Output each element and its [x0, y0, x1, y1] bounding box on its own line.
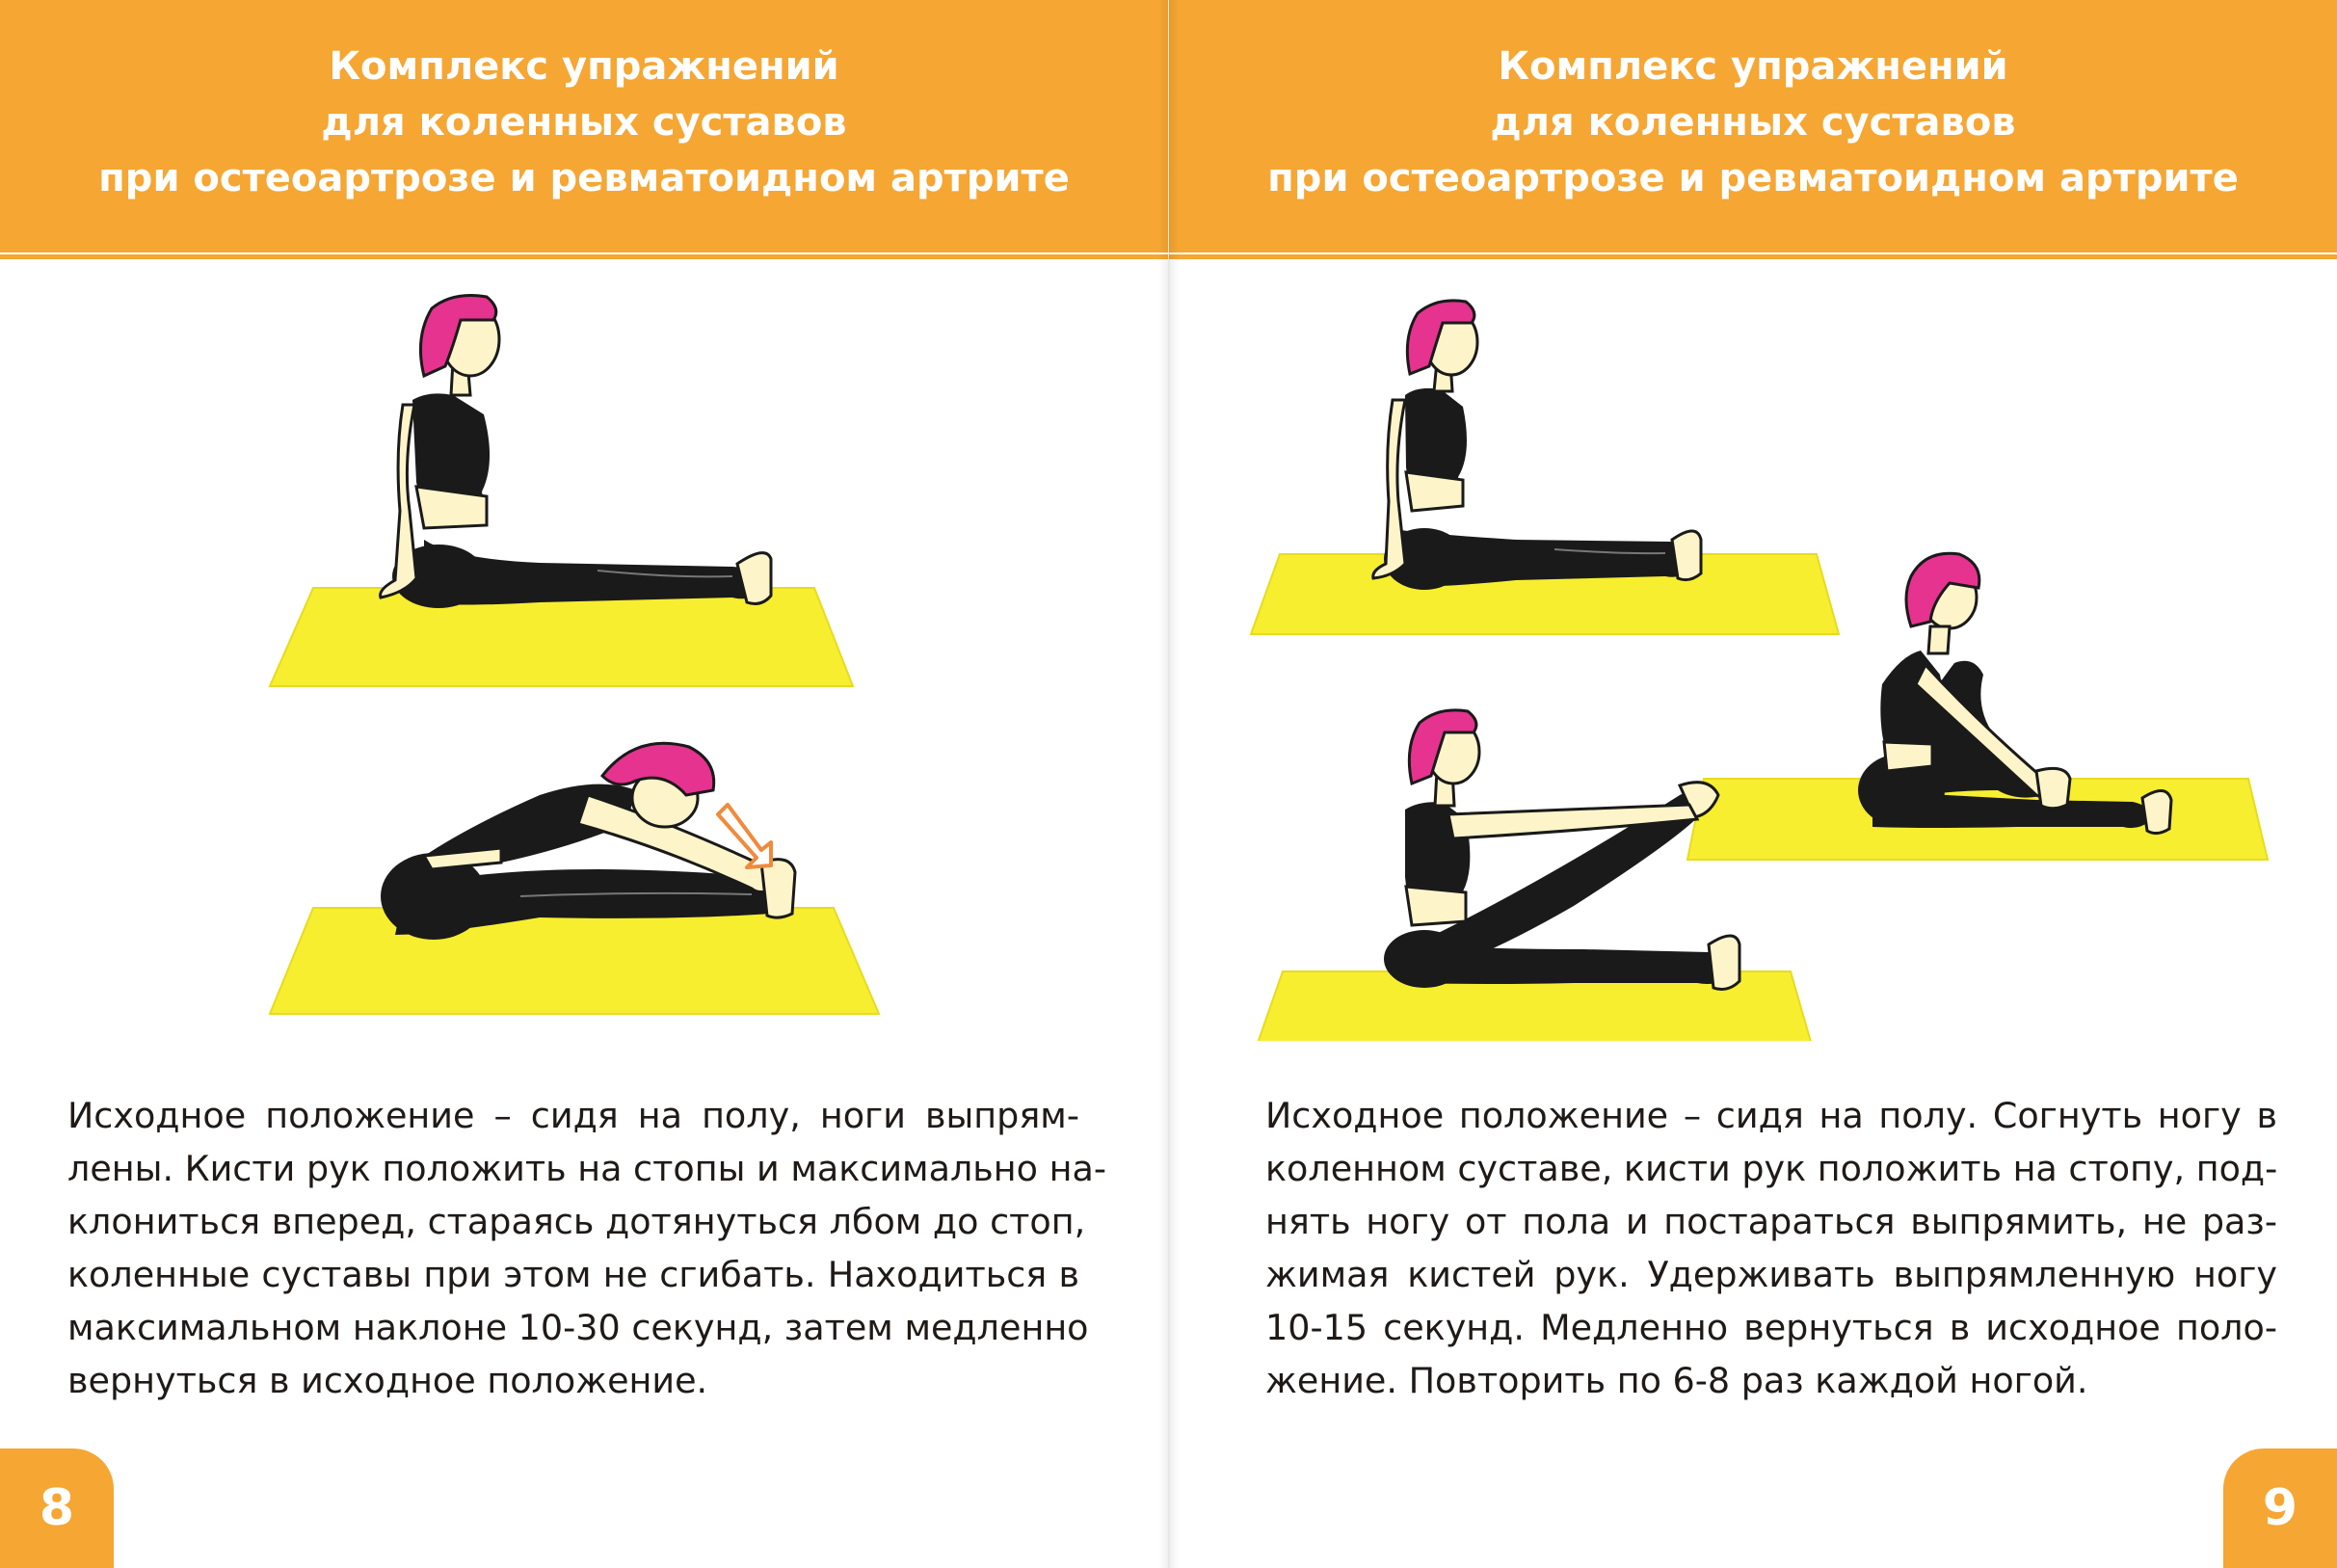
left-page: [0, 0, 1168, 1568]
left-body-line-2: лены. Кисти рук положить на стопы и максимально на-: [67, 1148, 1106, 1189]
left-body-line-4: коленные суставы при этом не сгибать. Находиться в: [67, 1254, 1079, 1295]
figure-sitting-upright: [270, 296, 853, 687]
left-header-rule: [0, 254, 1168, 259]
left-title-line-1: Комплекс упражнений: [329, 44, 839, 89]
figure-sitting-upright: [1251, 301, 1839, 634]
figure-leg-raised: [1256, 710, 1813, 1041]
right-body-line-5: 10-15 секунд. Медленно вернуться в исходное поло-: [1265, 1307, 2277, 1348]
right-header: [1169, 0, 2337, 252]
right-header-rule: [1169, 254, 2337, 259]
left-title: [98, 39, 1070, 206]
yoga-mat: [270, 908, 879, 1014]
page-number-left: 8: [0, 1448, 114, 1568]
right-body-line-4: жимая кистей рук. Удерживать выпрямленную ногу: [1265, 1254, 2277, 1295]
right-body-line-6: жение. Повторить по 6-8 раз каждой ногой.: [1265, 1360, 2088, 1401]
yoga-mat: [270, 588, 853, 686]
left-header: [0, 0, 1168, 252]
right-body-text: [1265, 1089, 2277, 1407]
left-body-line-6: вернуться в исходное положение.: [67, 1360, 708, 1401]
right-body-line-3: нять ногу от пола и постараться выпрямить, не раз-: [1265, 1201, 2277, 1242]
right-title-line-2: для коленных суставов: [1490, 100, 2016, 145]
right-body-line-1: Исходное положение – сидя на полу. Согнуть ногу в: [1265, 1095, 2277, 1136]
left-body-line-5: максимальном наклоне 10-30 секунд, затем медленно: [67, 1307, 1089, 1348]
left-title-line-2: для коленных суставов: [321, 100, 847, 145]
right-title: [1267, 39, 2239, 206]
right-body-line-2: коленном суставе, кисти рук положить на стопу, под-: [1265, 1148, 2278, 1189]
left-body-text: [67, 1089, 1106, 1407]
right-page: [1169, 0, 2337, 1568]
right-title-line-3: при остеоартрозе и ревматоидном артрите: [1267, 156, 2239, 200]
left-body-line-3: клониться вперед, стараясь дотянуться лбом до стоп,: [67, 1201, 1086, 1242]
figure-forward-bend: [270, 743, 879, 1014]
left-title-line-3: при остеоартрозе и ревматоидном артрите: [98, 156, 1070, 200]
page-number-right: 9: [2223, 1448, 2337, 1568]
left-exercise-illustration: [0, 270, 1168, 1041]
right-exercise-illustration: [1169, 270, 2337, 1041]
right-title-line-1: Комплекс упражнений: [1498, 44, 2008, 89]
left-body-line-1: Исходное положение – сидя на полу, ноги выпрям-: [67, 1095, 1079, 1136]
